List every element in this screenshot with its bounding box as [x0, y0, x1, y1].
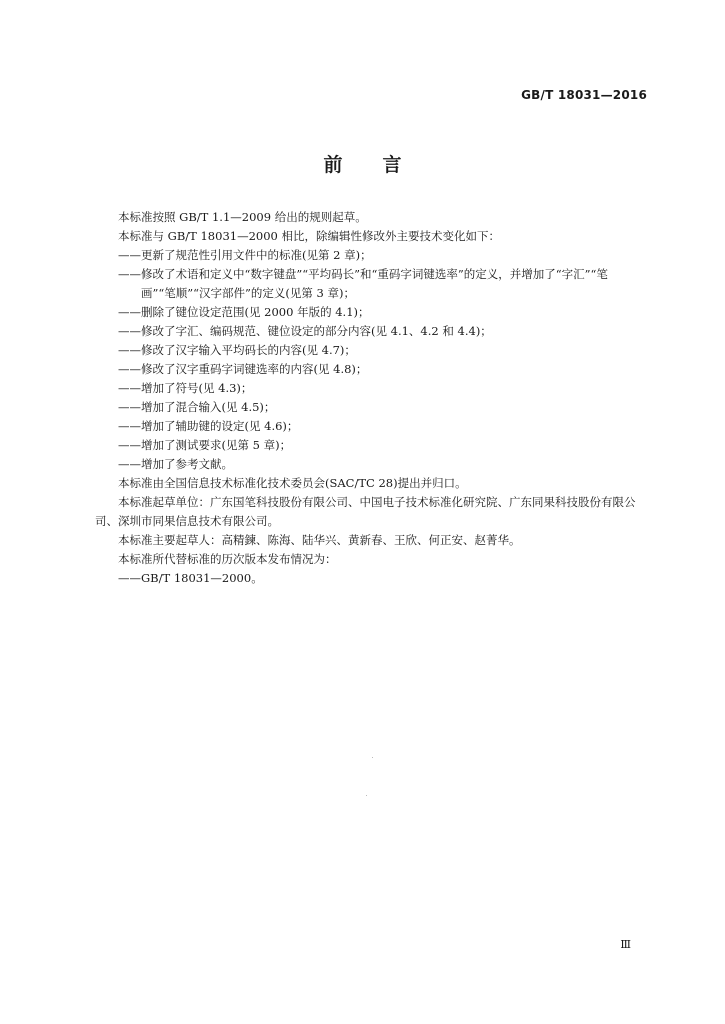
- page-number: Ⅲ: [620, 938, 631, 951]
- change-item: ——删除了键位设定范围(见 2000 年版的 4.1)；: [118, 305, 370, 319]
- change-item: ——修改了字汇、编码规范、键位设定的部分内容(见 4.1、4.2 和 4.4)；: [118, 324, 492, 338]
- paragraph-history-intro: 本标准所代替标准的历次版本发布情况为：: [118, 552, 337, 566]
- paragraph-drafting-units: 本标准起草单位：广东国笔科技股份有限公司、中国电子技术标准化研究院、广东同果科技股份有限公司、深圳市同果信息技术有限公司。: [95, 495, 636, 528]
- paragraph-replaces-intro: 本标准与 GB/T 18031—2000 相比，除编辑性修改外主要技术变化如下：: [118, 229, 500, 243]
- change-item: ——修改了术语和定义中“数字键盘”“平均码长”和“重码字词键选率”的定义，并增加了“字汇”“笔: [118, 267, 608, 281]
- history-item: ——GB/T 18031—2000。: [118, 571, 263, 585]
- paragraph-drafters: 本标准主要起草人：高精鍊、陈海、陆华兴、黄新春、王欣、何正安、赵菁华。: [118, 533, 521, 547]
- change-item: ——增加了辅助键的设定(见 4.6)；: [118, 419, 299, 433]
- page-title: 前言: [323, 154, 442, 176]
- paragraph-proposed-by: 本标准由全国信息技术标准化技术委员会(SAC/TC 28)提出并归口。: [118, 476, 467, 490]
- scan-speck: [366, 795, 367, 796]
- foreword-body: [95, 208, 648, 588]
- change-item: ——增加了参考文献。: [118, 457, 233, 471]
- change-item: ——修改了汉字重码字词键选率的内容(见 4.8)；: [118, 362, 368, 376]
- scan-speck: [372, 757, 373, 758]
- paragraph-drafting-rule: 本标准按照 GB/T 1.1—2009 给出的规则起草。: [118, 210, 367, 224]
- change-item: ——增加了测试要求(见第 5 章)；: [118, 438, 292, 452]
- change-item-continuation: 画”“笔顺”“汉字部件”的定义(见第 3 章)；: [141, 286, 355, 300]
- change-item: ——增加了符号(见 4.3)；: [118, 381, 253, 395]
- change-item: ——修改了汉字输入平均码长的内容(见 4.7)；: [118, 343, 356, 357]
- standard-code: GB/T 18031—2016: [521, 88, 647, 102]
- change-item: ——增加了混合输入(见 4.5)；: [118, 400, 276, 414]
- change-item: ——更新了规范性引用文件中的标准(见第 2 章)；: [118, 248, 372, 262]
